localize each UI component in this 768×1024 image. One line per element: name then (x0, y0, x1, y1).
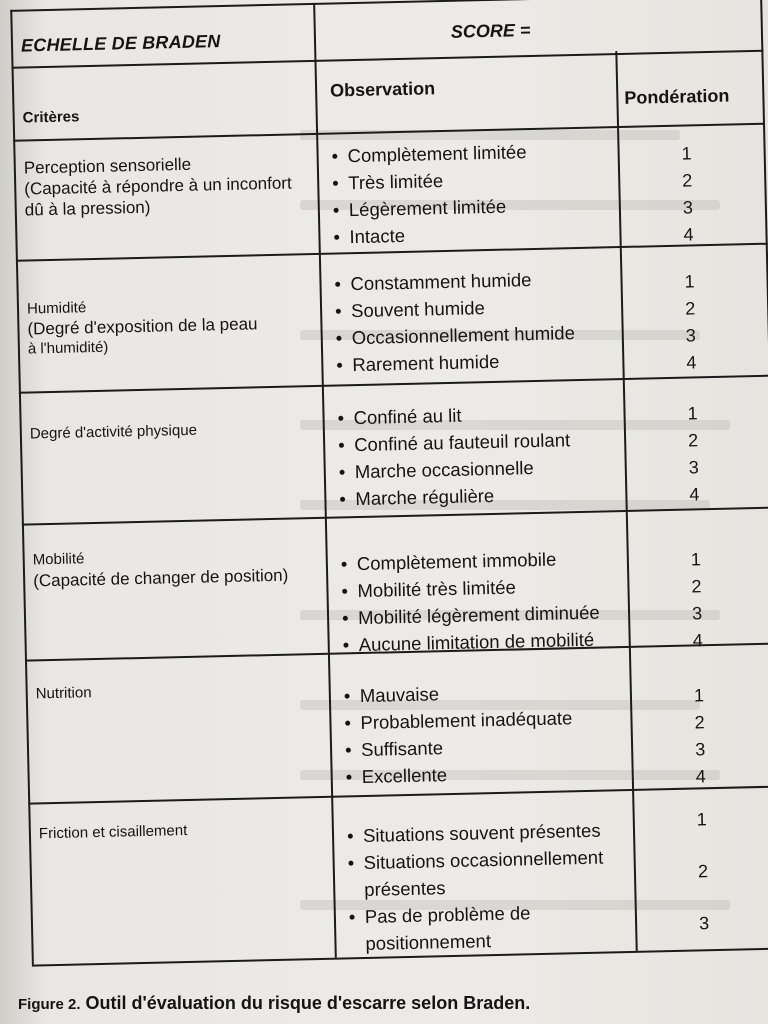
observations-mobilite (341, 544, 633, 659)
list-item: • Mobilité légèrement diminuée (342, 598, 633, 632)
list-item: • Complètement immobile (341, 544, 632, 578)
list-item: • Pas de problème de positionnement (349, 898, 596, 958)
list-item: • Souvent humide (335, 291, 626, 325)
list-item: • Probablement inadéquate (344, 703, 635, 737)
figure-text: Outil d'évaluation du risque d'escarre selon Braden. (85, 993, 531, 1013)
list-item: • Aucune limitation de mobilité (342, 625, 633, 659)
table-title: ECHELLE DE BRADEN (20, 31, 221, 56)
criterion-perception: Perception sensorielle (Capacité à répondre à un inconfort dû à la pression) (23, 154, 292, 220)
list-item: • Situations occasionnellement présentes (347, 842, 664, 903)
braden-table (2, 0, 768, 980)
list-item: • Rarement humide (336, 345, 627, 379)
figure-caption (18, 993, 530, 1014)
criterion-activite: Degré d'activité physique (29, 421, 198, 443)
figure-label: Figure 2. (18, 996, 81, 1013)
list-item: • Légèrement limitée (333, 190, 624, 224)
observations-friction (347, 816, 640, 958)
list-item: • Situations souvent présentes (347, 816, 638, 850)
observation-header: Observation (329, 78, 436, 101)
list-item: • Marche régulière (339, 479, 630, 513)
list-item: • Mobilité très limitée (341, 571, 632, 605)
observations-humidite (334, 264, 626, 379)
weighting-header: Pondération (624, 85, 730, 108)
scores-perception: 1 2 3 4 (681, 143, 694, 245)
scores-humidite: 1 2 3 4 (684, 271, 697, 373)
scores-friction: 1 2 3 (696, 809, 710, 934)
criterion-nutrition: Nutrition (35, 684, 92, 703)
list-item: • Très limitée (332, 163, 623, 197)
list-item: • Complètement limitée (331, 136, 622, 170)
list-item: • Excellente (345, 757, 636, 791)
criterion-mobilite: Mobilité (Capacité de changer de position) (32, 550, 289, 591)
scores-mobilite: 1 2 3 4 (690, 549, 703, 651)
list-item: • Constamment humide (334, 264, 625, 298)
list-item: • Confiné au fauteuil roulant (338, 425, 629, 459)
list-item: • Intacte (333, 217, 624, 251)
observations-perception (331, 136, 623, 251)
list-item: • Occasionnellement humide (335, 318, 626, 352)
observations-nutrition (344, 676, 636, 791)
score-label: SCORE = (450, 20, 531, 42)
list-item: • Suffisante (345, 730, 636, 764)
criterion-friction: Friction et cisaillement (38, 822, 188, 843)
criterion-humidite: Humidité (Degré d'exposition de la peau à l'humidité) (26, 299, 258, 358)
scores-activite: 1 2 3 4 (687, 403, 700, 505)
observations-activite (337, 398, 629, 513)
scores-nutrition: 1 2 3 4 (693, 685, 707, 787)
list-item: • Mauvaise (344, 676, 635, 710)
criteria-header: Critères (22, 108, 80, 127)
list-item: • Confiné au lit (337, 398, 628, 432)
list-item: • Marche occasionnelle (338, 452, 629, 486)
